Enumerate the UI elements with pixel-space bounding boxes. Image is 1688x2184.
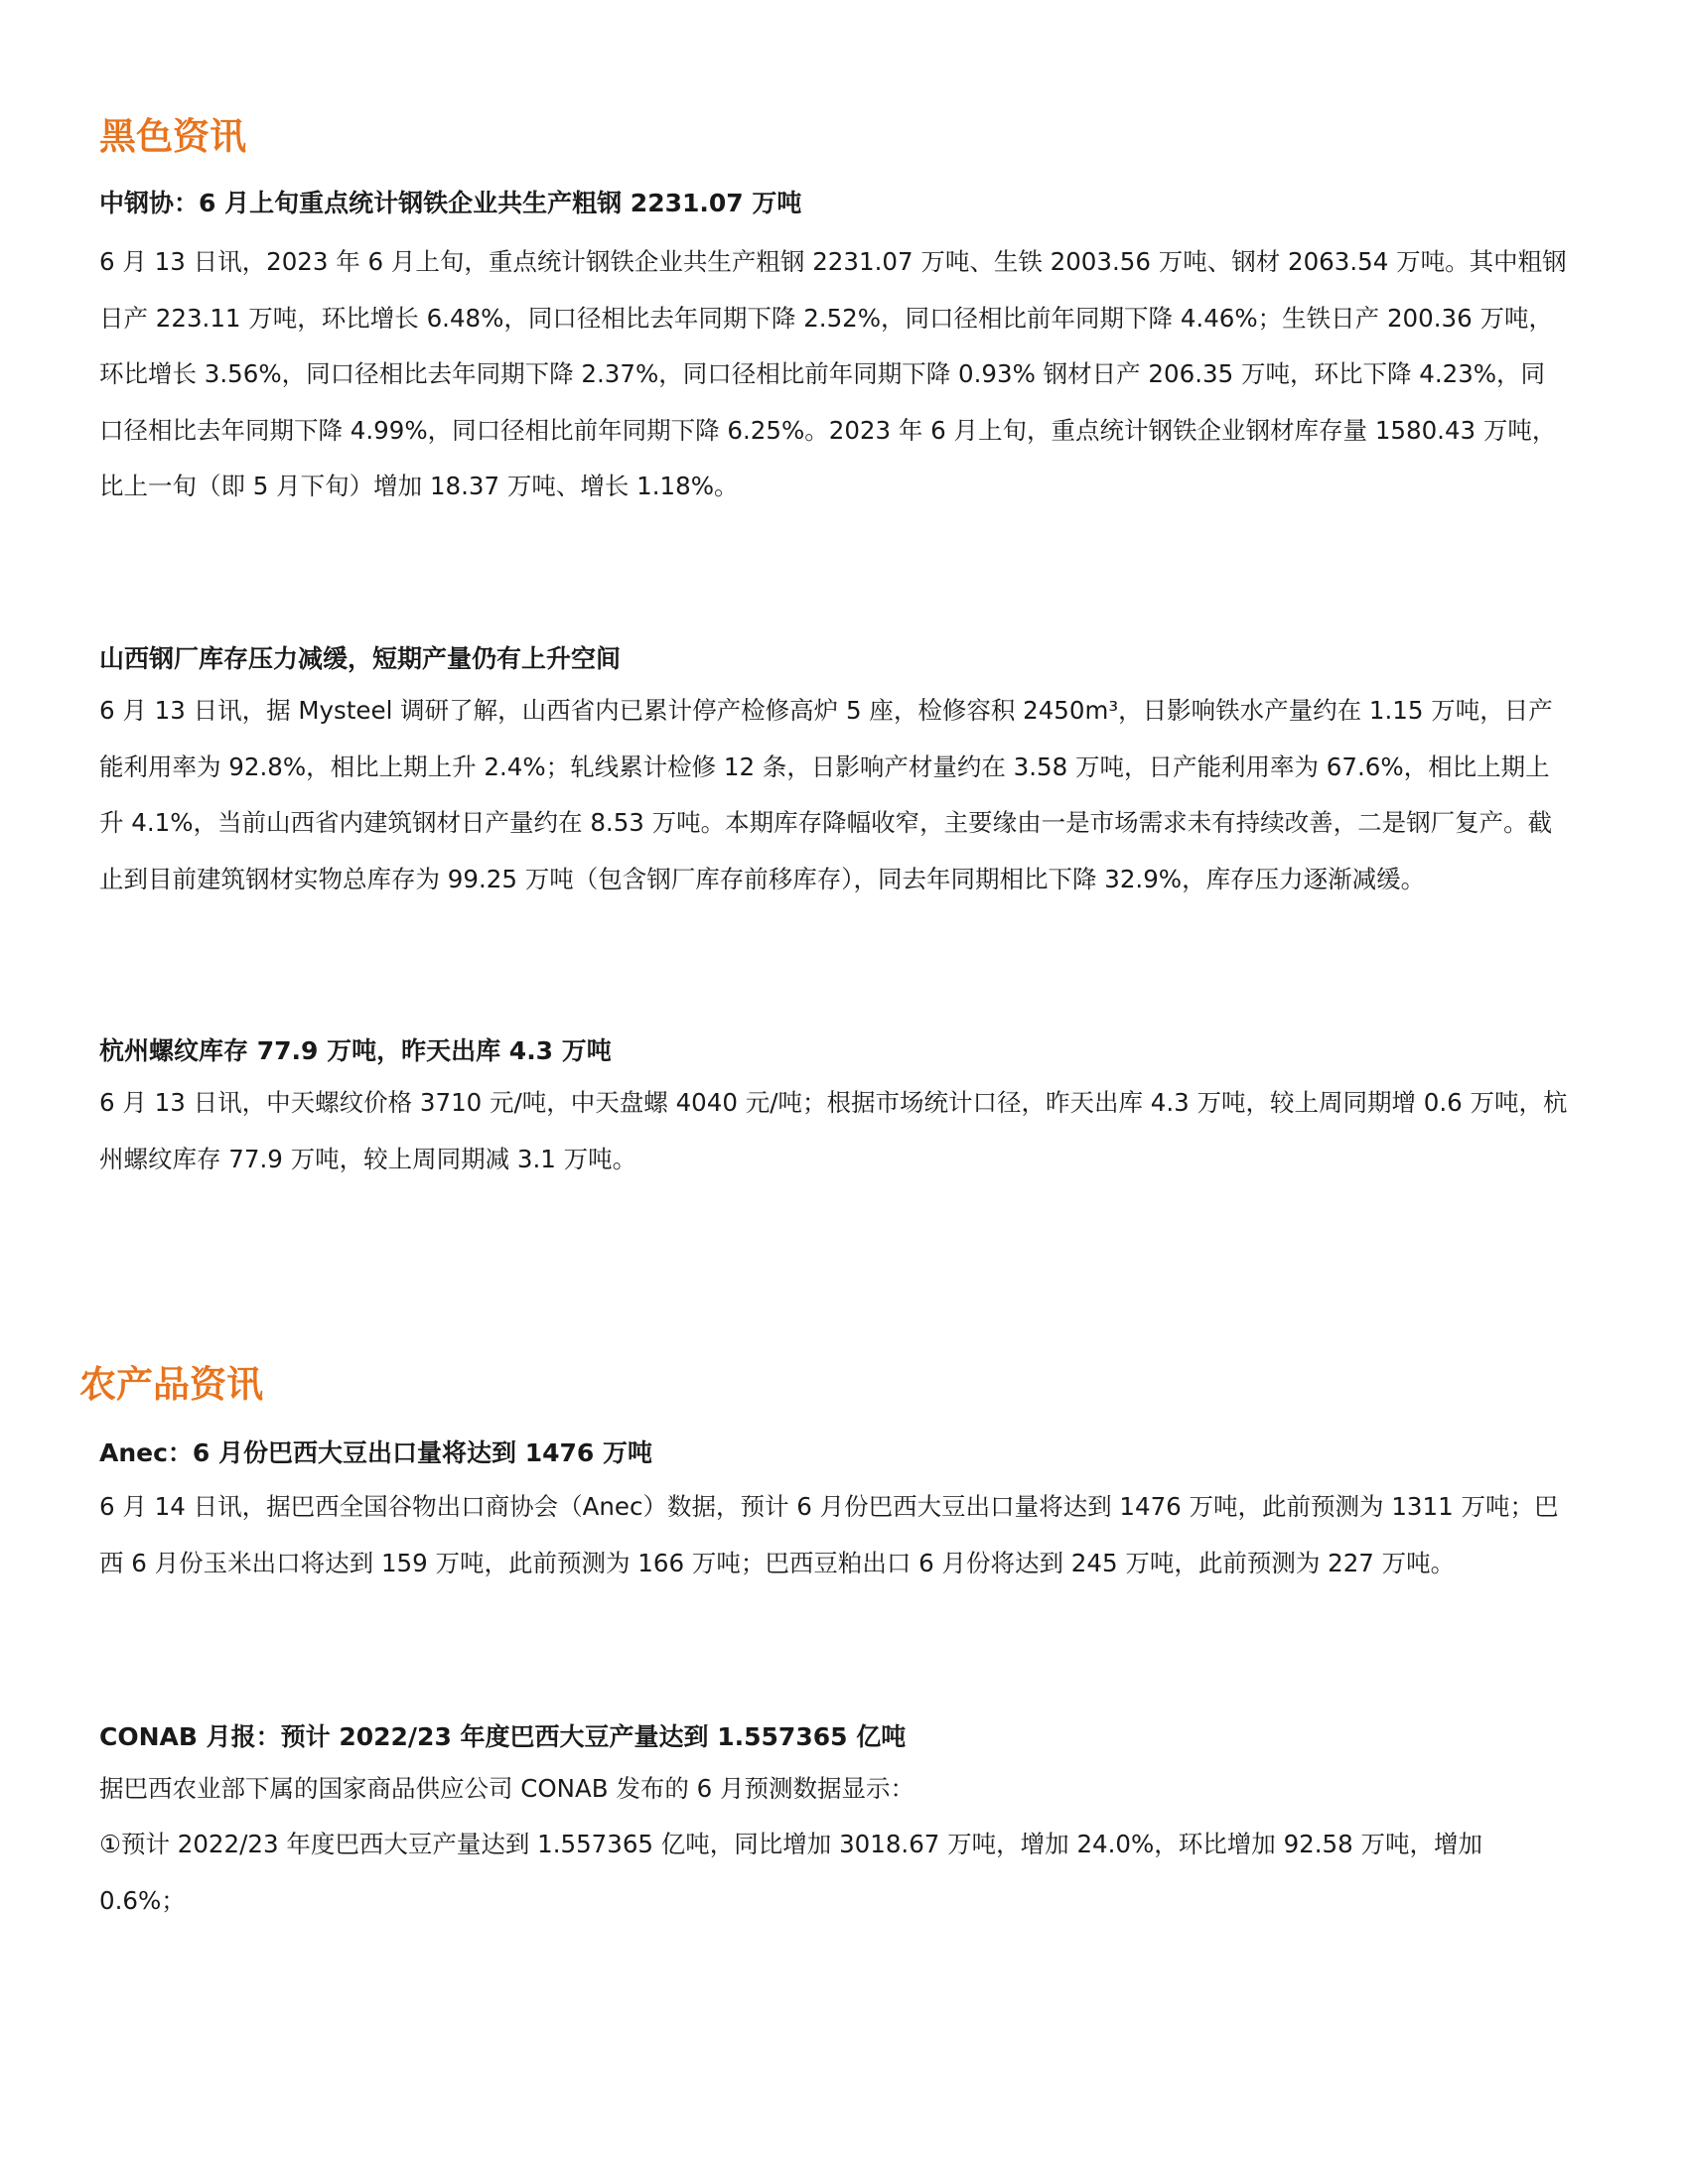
article-paragraph: 6 月 13 日讯，中天螺纹价格 3710 元/吨，中天盘螺 4040 元/吨；根据市场统计口径，昨天出库 4.3 万吨，较上周同期增 0.6 万吨，杭州螺纹库存 77.9 万吨，较上周同期减 3.1 万吨。 (99, 1088, 1568, 1173)
article-paragraph: 6 月 13 日讯，据 Mysteel 调研了解，山西省内已累计停产检修高炉 5 座，检修容积 2450m³，日影响铁水产量约在 1.15 万吨，日产能利用率为 92.8%，相比上期上升 2.4%；轧线累计检修 12 条，日影响产材量约在 3.58 万吨，日产能利用率为 67.6%，相比上期上升 4.1%，当前山西省内建筑钢材日产量约在 8.53 万吨。本期库存降幅收窄，主要缘由一是市场需求未有持续改善，二是钢厂复产。截止到目前建筑钢材实物总库存为 99.25 万吨（包含钢厂库存前移库存），同去年同期相比下降 32.9%，库存压力逐渐减缓。 (99, 696, 1553, 893)
section-title-ferrous: 黑色资讯 (99, 115, 246, 158)
article-title: 中钢协：6 月上旬重点统计钢铁企业共生产粗钢 2231.07 万吨 (99, 189, 802, 217)
article-paragraph: ①预计 2022/23 年度巴西大豆产量达到 1.557365 亿吨，同比增加 3018.67 万吨，增加 24.0%，环比增加 92.58 万吨，增加 0.6%； (99, 1830, 1483, 1915)
article-paragraph: 6 月 13 日讯，2023 年 6 月上旬，重点统计钢铁企业共生产粗钢 2231.07 万吨、生铁 2003.56 万吨、钢材 2063.54 万吨。其中粗钢日产 223.11 万吨，环比增长 6.48%，同口径相比去年同期下降 2.52%，同口径相比前年同期下降 4.46%；生铁日产 200.36 万吨，环比增长 3.56%，同口径相比去年同期下降 2.37%，同口径相比前年同期下降 0.93% 钢材日产 206.35 万吨，环比下降 4.23%，同口径相比去年同期下降 4.99%，同口径相比前年同期下降 6.25%。2023 年 6 月上旬，重点统计钢铁企业钢材库存量 1580.43 万吨，比上一旬（即 5 月下旬）增加 18.37 万吨、增长 1.18%。 (99, 247, 1567, 500)
article-paragraph: 据巴西农业部下属的国家商品供应公司 CONAB 发布的 6 月预测数据显示： (99, 1774, 915, 1803)
article-title: 杭州螺纹库存 77.9 万吨，昨天出库 4.3 万吨 (99, 1036, 612, 1065)
article-paragraph: 6 月 14 日讯，据巴西全国谷物出口商协会（Anec）数据，预计 6 月份巴西大豆出口量将达到 1476 万吨，此前预测为 1311 万吨；巴西 6 月份玉米出口将达到 159 万吨，此前预测为 166 万吨；巴西豆粕出口 6 月份将达到 245 万吨，此前预测为 227 万吨。 (99, 1492, 1559, 1577)
section-title-agriculture: 农产品资讯 (79, 1363, 263, 1406)
article-title: 山西钢厂库存压力减缓，短期产量仍有上升空间 (99, 644, 622, 673)
article-title: CONAB 月报：预计 2022/23 年度巴西大豆产量达到 1.557365 亿吨 (99, 1722, 907, 1751)
article-title: Anec：6 月份巴西大豆出口量将达到 1476 万吨 (99, 1438, 653, 1467)
